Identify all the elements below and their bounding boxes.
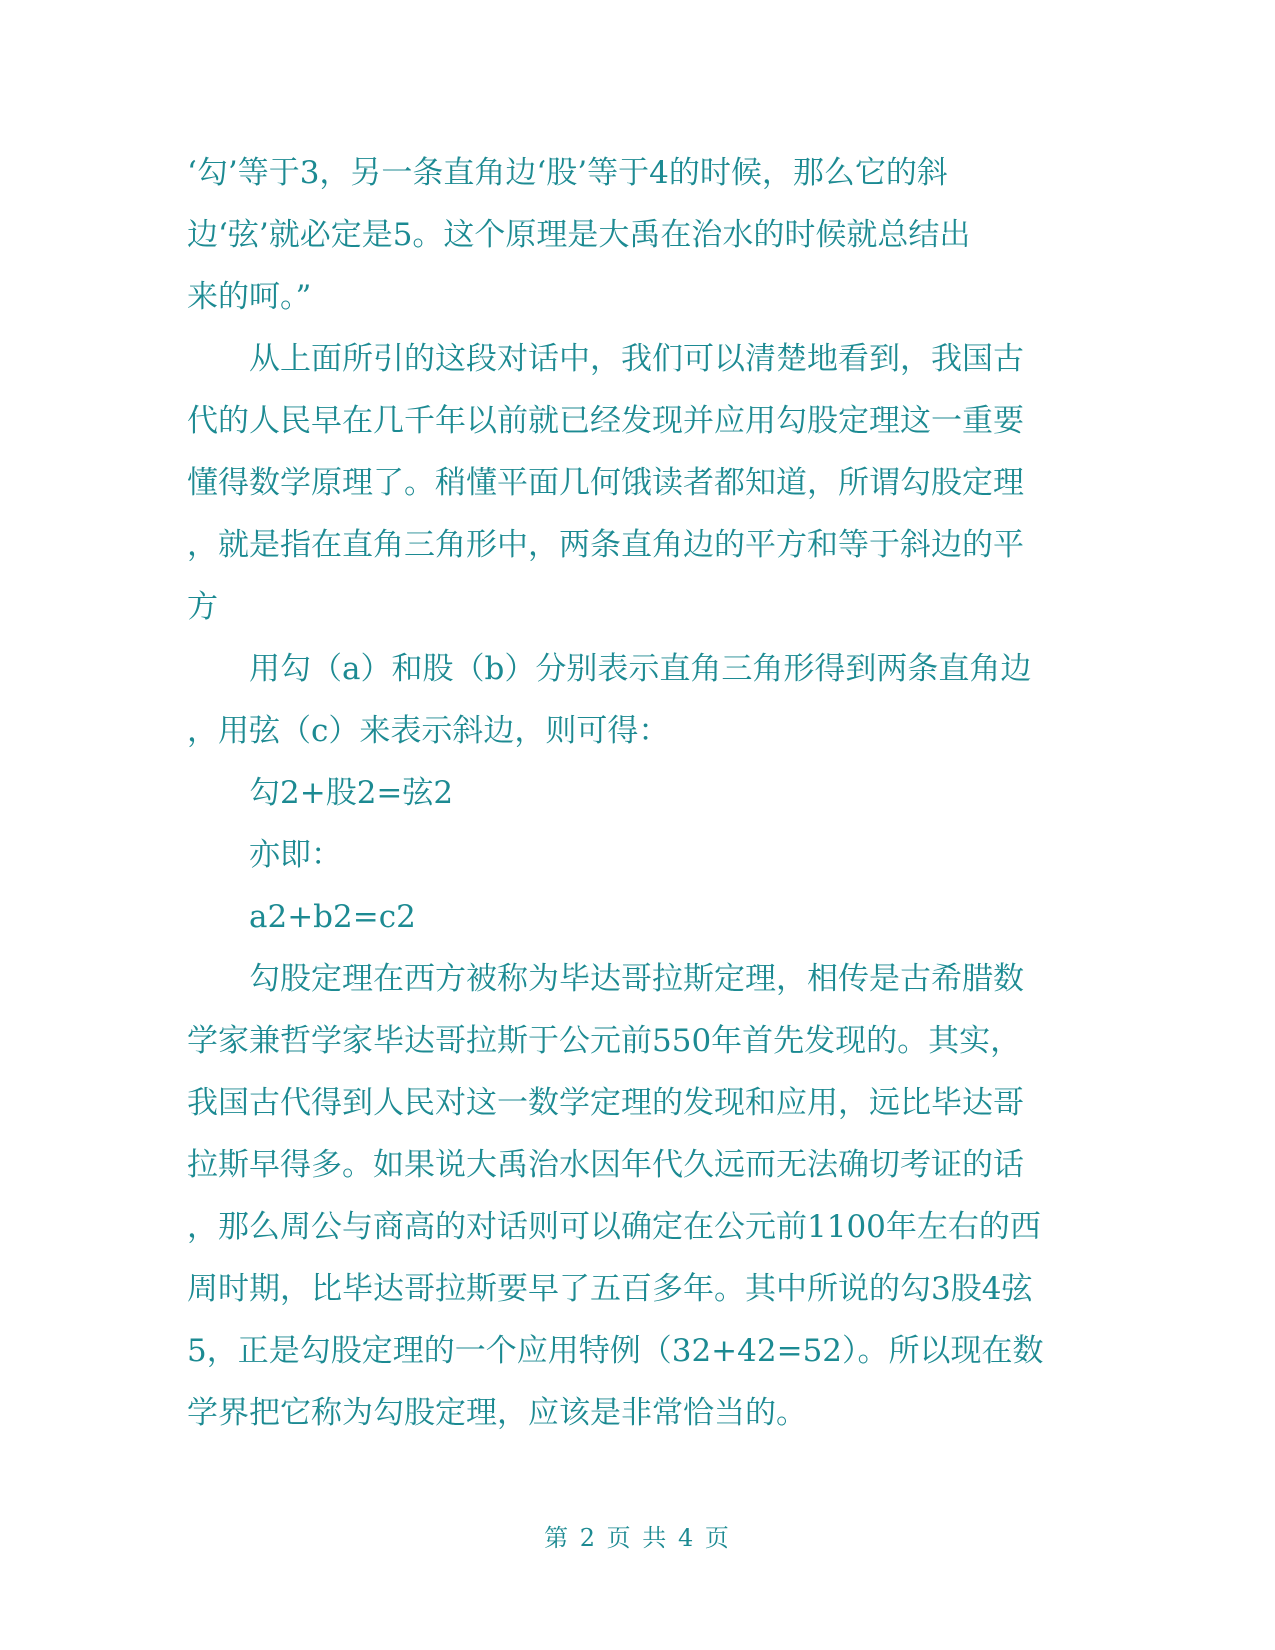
body-text — [187, 142, 1087, 1444]
text-line: ‘勾’等于3，另一条直角边‘股’等于4的时候，那么它的斜 — [187, 155, 948, 191]
text-line: 方 — [187, 589, 218, 625]
text-line: ，用弦（c）来表示斜边，则可得： — [187, 713, 670, 749]
text-line: 代的人民早在几千年以前就已经发现并应用勾股定理这一重要 — [187, 403, 1024, 439]
paragraph-start-line: 用勾（a）和股（b）分别表示直角三角形得到两条直角边 — [249, 651, 1032, 687]
paragraph-start-line: 从上面所引的这段对话中，我们可以清楚地看到，我国古 — [249, 341, 1024, 377]
formula-line: a2+b2=c2 — [249, 899, 416, 935]
text-line: 懂得数学原理了。稍懂平面几何饿读者都知道，所谓勾股定理 — [187, 465, 1024, 501]
text-line: ，那么周公与商高的对话则可以确定在公元前1100年左右的西 — [187, 1209, 1041, 1245]
paragraph-start-line: 勾股定理在西方被称为毕达哥拉斯定理，相传是古希腊数 — [249, 961, 1024, 997]
text-line: 边‘弦’就必定是5。这个原理是大禹在治水的时候就总结出 — [187, 217, 971, 253]
text-line: 我国古代得到人民对这一数学定理的发现和应用，远比毕达哥 — [187, 1085, 1024, 1121]
text-line: 亦即： — [249, 837, 342, 873]
text-line: ，就是指在直角三角形中，两条直角边的平方和等于斜边的平 — [187, 527, 1024, 563]
text-line: 周时期，比毕达哥拉斯要早了五百多年。其中所说的勾3股4弦 — [187, 1271, 1033, 1307]
text-line: 来的呵。” — [187, 279, 312, 315]
text-line: 学界把它称为勾股定理，应该是非常恰当的。 — [187, 1395, 807, 1431]
text-line: 5，正是勾股定理的一个应用特例（32+42=52）。所以现在数 — [187, 1333, 1044, 1369]
page-footer: 第 2 页 共 4 页 — [544, 1524, 731, 1552]
text-line: 拉斯早得多。如果说大禹治水因年代久远而无法确切考证的话 — [187, 1147, 1024, 1183]
formula-line: 勾2+股2=弦2 — [249, 775, 454, 811]
text-line: 学家兼哲学家毕达哥拉斯于公元前550年首先发现的。其实， — [187, 1023, 1022, 1059]
